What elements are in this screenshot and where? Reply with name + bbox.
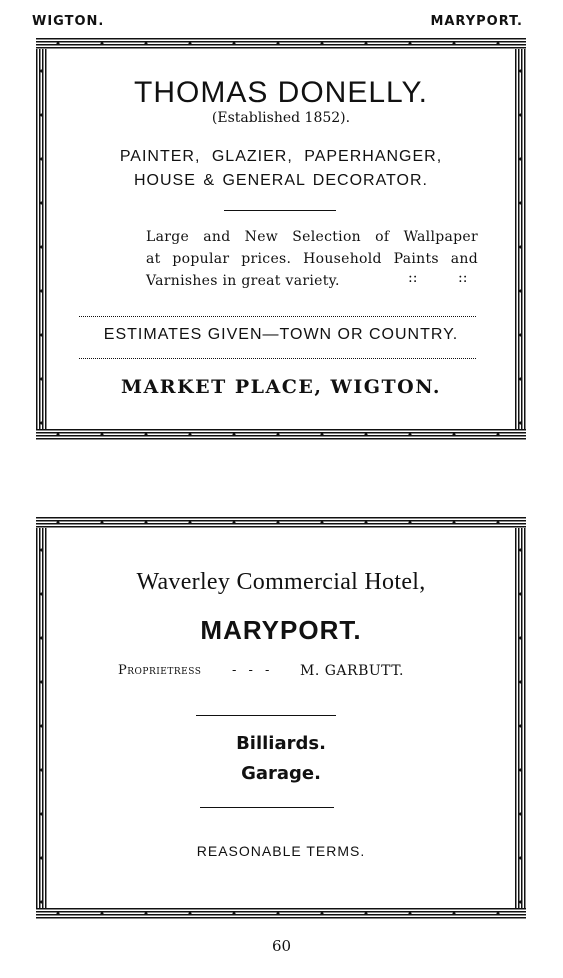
description-line-2 — [146, 248, 478, 270]
business-address: MARKET PLACE, WIGTON. — [121, 376, 441, 398]
page-number: 60 — [271, 937, 292, 955]
ornament-colons: :: — [408, 270, 418, 286]
advertisement-waverley-hotel — [36, 517, 526, 919]
word: Selection — [292, 229, 361, 245]
word: Household — [303, 251, 382, 267]
service-garage: Garage. — [241, 763, 321, 784]
divider-rule — [224, 210, 336, 211]
header-left-town: WIGTON. — [32, 14, 105, 29]
terms-line: REASONABLE TERMS. — [196, 843, 366, 859]
word: Large — [146, 229, 190, 245]
proprietress-name: M. GARBUTT. — [300, 663, 404, 679]
trades-line-2: HOUSE & GENERAL DECORATOR. — [134, 172, 428, 189]
word: Paints — [393, 251, 439, 267]
description-line-3: Varnishes in great variety. — [146, 273, 340, 289]
hotel-name: Waverley Commercial Hotel, — [136, 569, 426, 595]
advertisement-thomas-donelly — [36, 38, 526, 440]
ornamental-border-bottom — [36, 429, 526, 440]
word: and — [203, 229, 231, 245]
description-line-1 — [146, 226, 478, 248]
estimates-line: ESTIMATES GIVEN—TOWN OR COUNTRY. — [103, 326, 459, 343]
word: of — [375, 229, 390, 245]
ornamental-border-bottom — [36, 908, 526, 919]
established-date: (Established 1852). — [211, 110, 351, 126]
hotel-town: MARYPORT. — [200, 615, 362, 645]
word: Wallpaper — [403, 229, 478, 245]
divider-rule — [200, 807, 334, 808]
proprietress-label: Proprietress — [118, 663, 202, 678]
word: New — [244, 229, 279, 245]
word: and — [450, 251, 478, 267]
word: popular — [172, 251, 230, 267]
divider-rule — [196, 715, 336, 716]
leader-dashes: - - - — [232, 663, 274, 678]
word: at — [146, 251, 161, 267]
ornamental-border-top — [36, 38, 526, 49]
ornament-colons: :: — [458, 270, 468, 286]
business-name: THOMAS DONELLY. — [134, 76, 428, 109]
ornamental-border-top — [36, 517, 526, 528]
header-right-town: MARYPORT. — [430, 14, 523, 29]
dotted-rule-bottom — [79, 358, 476, 359]
trades-line-1: PAINTER, GLAZIER, PAPERHANGER, — [119, 148, 443, 165]
word: prices. — [241, 251, 292, 267]
dotted-rule-top — [79, 316, 476, 317]
service-billiards: Billiards. — [236, 733, 326, 754]
